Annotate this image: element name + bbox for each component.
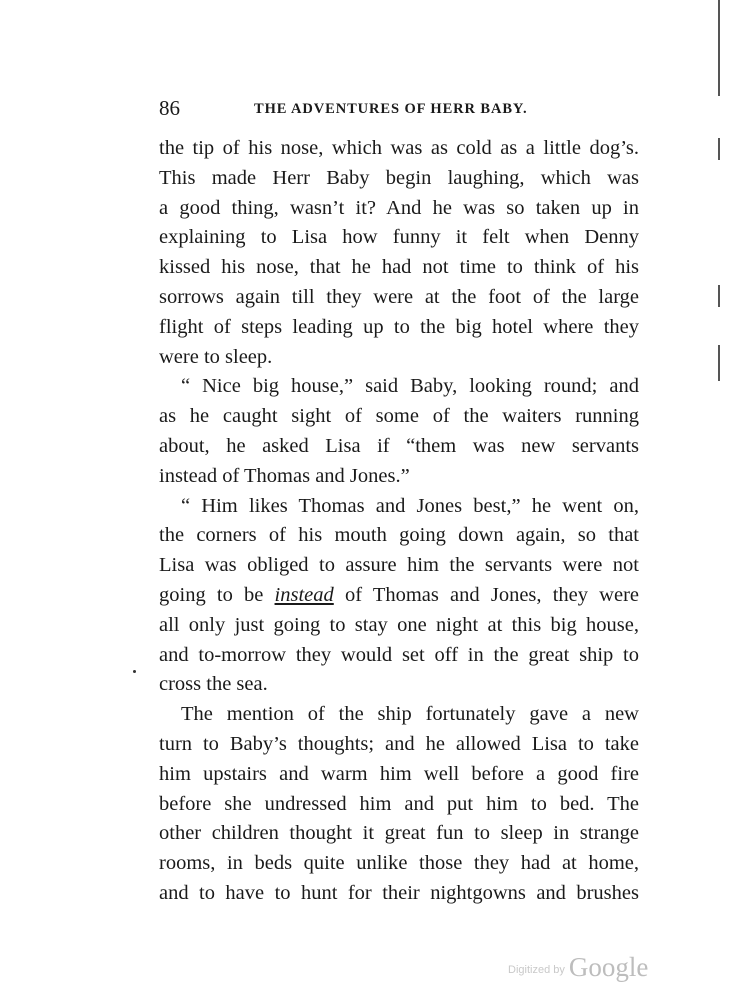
body-text xyxy=(159,134,639,909)
emphasized-word: instead xyxy=(274,583,334,606)
text-line: and to have to hunt for their nightgowns and brushes xyxy=(159,881,639,904)
text-line: cross the sea. xyxy=(159,673,268,696)
text-line: “ Nice big house,” said Baby, looking round; and xyxy=(181,375,639,398)
text-line: a good thing, wasn’t it? And he was so taken up in xyxy=(159,196,639,219)
scan-edge-line xyxy=(718,138,720,160)
text-line: the tip of his nose, which was as cold as a little dog’s. xyxy=(159,137,639,159)
text-segment: going to be xyxy=(159,583,275,606)
text-line: instead of Thomas and Jones.” xyxy=(159,464,410,487)
text-line: explaining to Lisa how funny it felt when Denny xyxy=(159,226,639,249)
text-line: other children thought it great fun to sleep in strange xyxy=(159,822,639,845)
watermark-logo: Google xyxy=(568,952,649,982)
scan-edge-line xyxy=(718,0,720,96)
digitization-watermark xyxy=(508,952,648,983)
text-line: sorrows again till they were at the foot of the large xyxy=(159,285,639,308)
text-line: turn to Baby’s thoughts; and he allowed Lisa to take xyxy=(159,732,639,755)
text-line: before she undressed him and put him to bed. The xyxy=(159,792,639,815)
text-line: were to sleep. xyxy=(159,345,273,368)
text-line: Lisa was obliged to assure him the servants were not xyxy=(159,554,639,577)
text-line: The mention of the ship fortunately gave a new xyxy=(181,703,639,726)
text-line: all only just going to stay one night at this big house, xyxy=(159,613,639,636)
text-line: him upstairs and warm him well before a good fire xyxy=(159,762,639,785)
page-number: 86 xyxy=(159,96,180,120)
text-segment: of Thomas and Jones, they were xyxy=(333,583,640,606)
text-line: This made Herr Baby begin laughing, which was xyxy=(159,166,639,189)
text-line: the corners of his mouth going down again, so that xyxy=(159,524,639,547)
text-line: flight of steps leading up to the big hotel where they xyxy=(159,315,639,338)
watermark-prefix: Digitized by xyxy=(508,964,565,976)
text-line: “ Him likes Thomas and Jones best,” he went on, xyxy=(181,494,639,517)
scan-edge-line xyxy=(718,345,720,381)
page-header xyxy=(159,95,639,121)
text-line-with-emphasis xyxy=(159,581,639,611)
text-line: as he caught sight of some of the waiters running xyxy=(159,405,639,428)
scan-speck xyxy=(133,670,136,673)
running-head: THE ADVENTURES OF HERR BABY. xyxy=(254,101,528,117)
text-line: kissed his nose, that he had not time to think of his xyxy=(159,256,639,279)
text-line: about, he asked Lisa if “them was new servants xyxy=(159,434,639,457)
text-line: rooms, in beds quite unlike those they had at home, xyxy=(159,852,639,875)
scan-edge-line xyxy=(718,285,720,307)
text-line: and to-morrow they would set off in the great ship to xyxy=(159,643,639,666)
